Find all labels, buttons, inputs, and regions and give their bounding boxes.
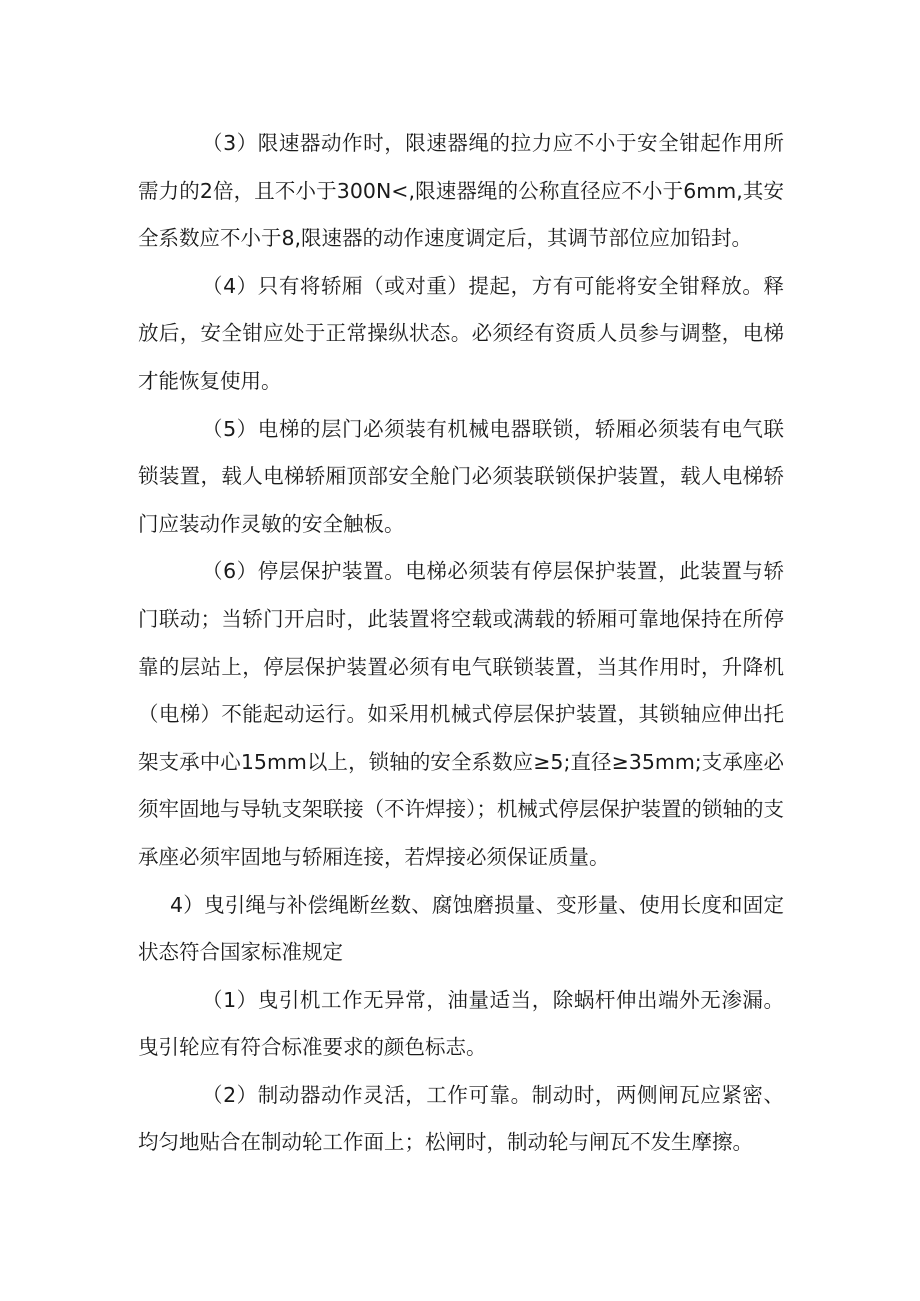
section-4-heading: 4）曳引绳与补偿绳断丝数、腐蚀磨损量、变形量、使用长度和固定状态符合国家标准规定 — [138, 892, 784, 965]
paragraph-5-door-interlock: （5）电梯的层门必须装有机械电器联锁，轿厢必须装有电气联锁装置，载人电梯轿厢顶部安全舱门必须装联锁保护装置，载人电梯轿门应装动作灵敏的安全触板。 — [138, 416, 784, 536]
paragraph-4-safety-gear-release: （4）只有将轿厢（或对重）提起，方有可能将安全钳释放。释放后，安全钳应处于正常操纵状态。必须经有资质人员参与调整，电梯才能恢复使用。 — [138, 273, 784, 393]
paragraph-2-brake: （2）制动器动作灵活，工作可靠。制动时，两侧闸瓦应紧密、均匀地贴合在制动轮工作面上；松闸时，制动轮与闸瓦不发生摩擦。 — [138, 1082, 784, 1155]
paragraph-3-speed-governor: （3）限速器动作时，限速器绳的拉力应不小于安全钳起作用所需力的2倍，且不小于300N<,限速器绳的公称直径应不小于6mm,其安全系数应不小于8,限速器的动作速度调定后，其调节部位应加铅封。 — [138, 131, 784, 251]
paragraph-6-landing-protection: （6）停层保护装置。电梯必须装有停层保护装置，此装置与轿门联动；当轿门开启时，此装置将空载或满载的轿厢可靠地保持在所停靠的层站上，停层保护装置必须有电气联锁装置，当其作用时，升降机（电梯）不能起动运行。如采用机械式停层保护装置，其锁轴应伸出托架支承中心15mm以上，锁轴的安全系数应≥5;直径≥35mm;支承座必须牢固地与导轨支架联接（不许焊接）；机械式停层保护装置的锁轴的支承座必须牢固地与轿厢连接，若焊接必须保证质量。 — [138, 559, 784, 869]
document-body — [138, 120, 784, 1167]
paragraph-1-traction-machine: （1）曳引机工作无异常，油量适当，除蜗杆伸出端外无渗漏。曳引轮应有符合标准要求的颜色标志。 — [138, 987, 784, 1060]
